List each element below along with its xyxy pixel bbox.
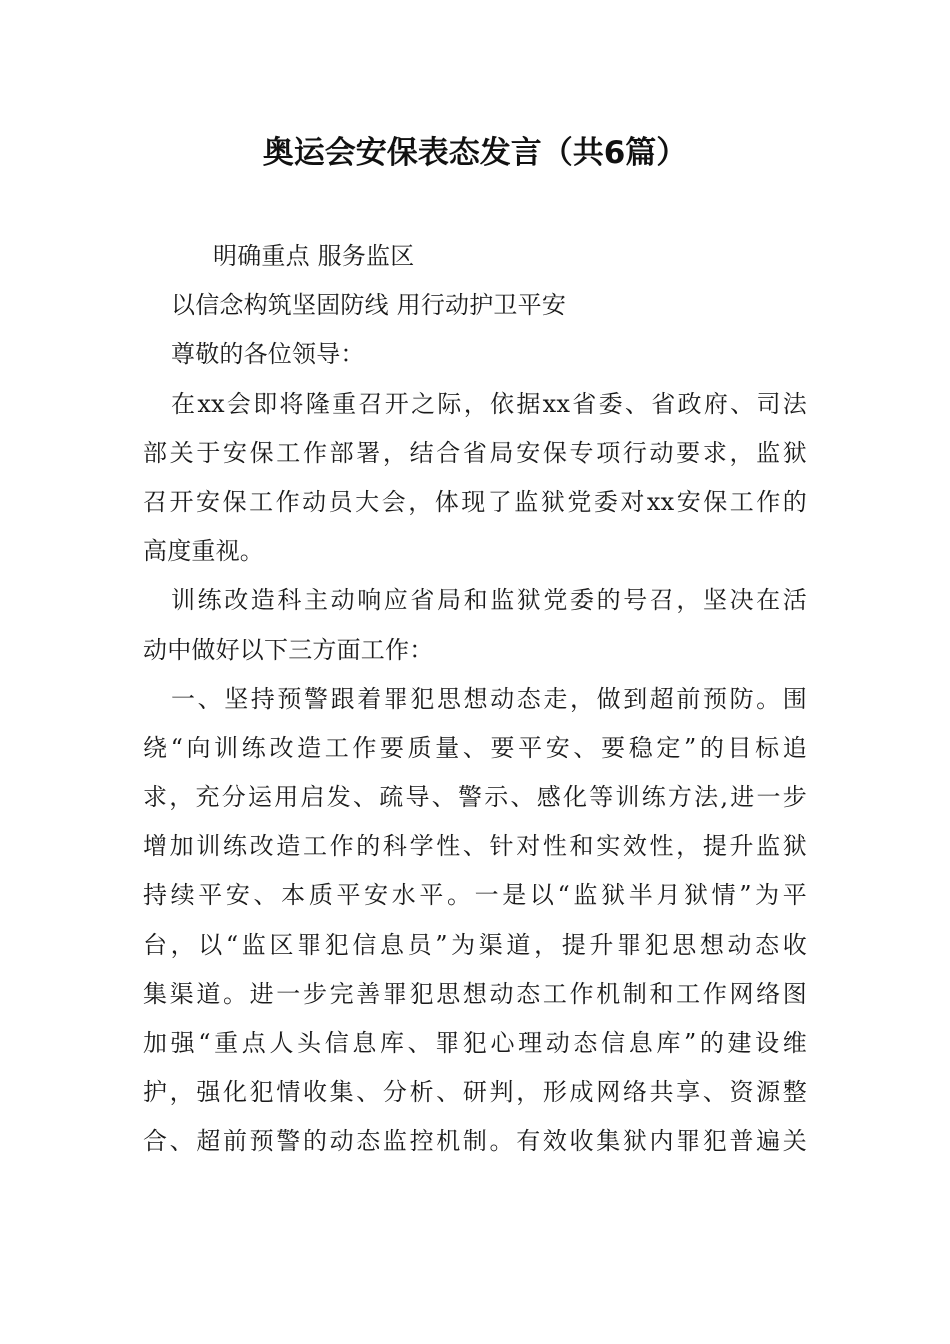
paragraph-line: 持续平安、本质平安水平。一是以“监狱半月狱情”为平 (143, 881, 807, 910)
paragraph-line: 召开安保工作动员大会，体现了监狱党委对xx安保工作的 (143, 487, 807, 516)
paragraph-line: 训练改造科主动响应省局和监狱党委的号召，坚决在活 (171, 586, 807, 615)
paragraph-line: 增加训练改造工作的科学性、针对性和实效性，提升监狱 (143, 832, 807, 861)
paragraph-line: 求，充分运用启发、疏导、警示、感化等训练方法,进一步 (143, 783, 807, 812)
paragraph-line: 绕“向训练改造工作要质量、要平安、要稳定”的目标追 (143, 733, 807, 762)
paragraph-line: 护，强化犯情收集、分析、研判，形成网络共享、资源整 (143, 1078, 807, 1107)
paragraph-line: 动中做好以下三方面工作： (143, 635, 434, 664)
paragraph-line: 加强“重点人头信息库、罪犯心理动态信息库”的建设维 (143, 1029, 807, 1057)
subtitle-line: 明确重点 服务监区 (213, 242, 415, 270)
document-title: 奥运会安保表态发言（共6篇） (262, 135, 688, 171)
subtitle-line: 以信念构筑坚固防线 用行动护卫平安 (171, 291, 567, 320)
salutation: 尊敬的各位领导： (171, 340, 365, 369)
paragraph-line: 一、坚持预警跟着罪犯思想动态走，做到超前预防。围 (171, 684, 807, 713)
paragraph-line: 合、超前预警的动态监控机制。有效收集狱内罪犯普遍关 (143, 1127, 807, 1156)
paragraph-line: 台，以“监区罪犯信息员”为渠道，提升罪犯思想动态收 (143, 930, 807, 959)
document-body (143, 232, 807, 1167)
paragraph-line: 在xx会即将隆重召开之际，依据xx省委、省政府、司法 (171, 389, 807, 418)
paragraph-line: 高度重视。 (143, 537, 264, 566)
paragraph-line: 集渠道。进一步完善罪犯思想动态工作机制和工作网络图 (143, 979, 807, 1008)
paragraph-line: 部关于安保工作部署，结合省局安保专项行动要求，监狱 (143, 438, 807, 467)
